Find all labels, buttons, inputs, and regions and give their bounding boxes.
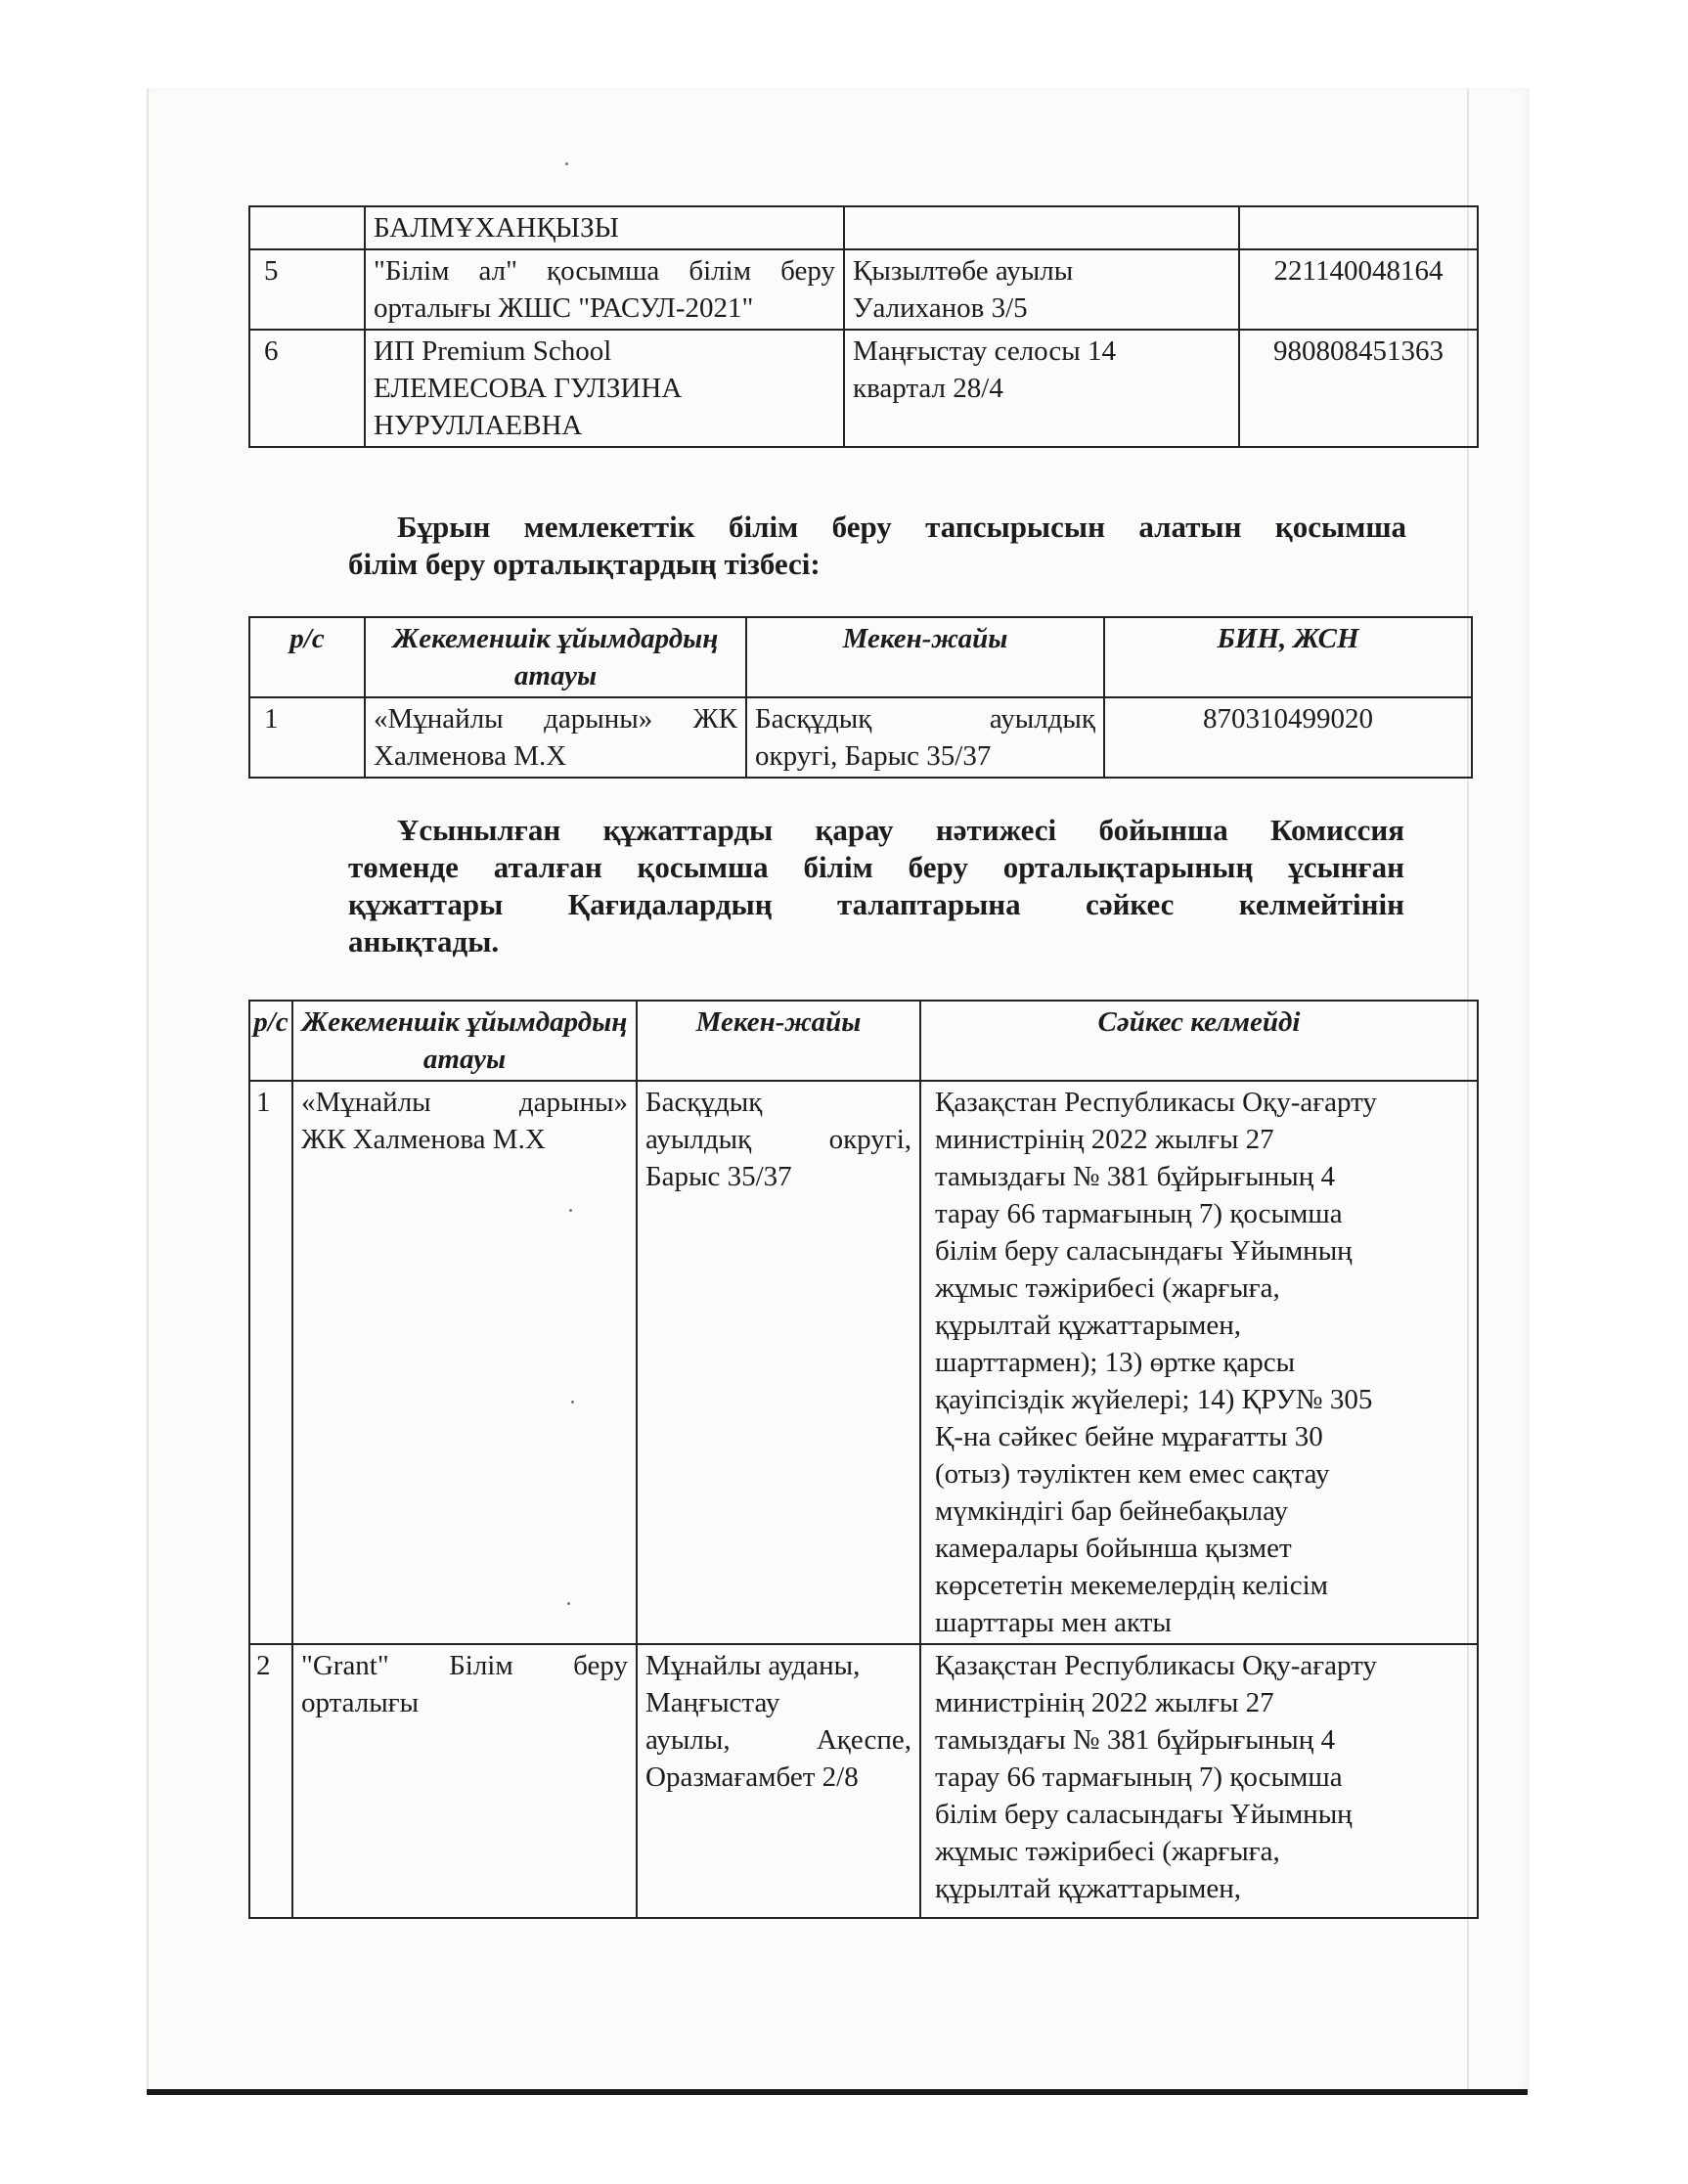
org-name [365, 249, 844, 330]
address-line: ауылдық округі, [645, 1124, 911, 1155]
table-row [249, 1644, 1478, 1918]
address-line: Мұнайлы ауданы, [645, 1650, 861, 1681]
table-header-row [249, 617, 1472, 697]
reason-line: көрсететін мекемелердің келісім [935, 1570, 1329, 1601]
column-header-address: Мекен-жайы [637, 1001, 920, 1081]
org-name-line: ЕЛЕМЕСОВА ГУЛЗИНА [374, 373, 683, 404]
row-number: 2 [249, 1644, 292, 1918]
section-heading-commission-result [348, 812, 1404, 960]
heading-line: төменде аталған қосымша білім беру орталықтарының ұсынған [348, 850, 1404, 884]
org-name [365, 206, 844, 249]
org-name-line: орталығы [301, 1687, 420, 1718]
org-address [637, 1081, 920, 1644]
reason-line: тамыздағы № 381 бұйрығының 4 [935, 1161, 1336, 1192]
org-name-line: ИП Premium School [374, 335, 612, 367]
row-number [249, 206, 365, 249]
reason-line: (отыз) тәуліктен кем емес сақтау [935, 1458, 1330, 1490]
org-name-line: «Мұнайлы дарыны» ЖК [374, 703, 737, 735]
table-row [249, 330, 1478, 447]
heading-line: білім беру орталықтардың тізбесі: [348, 547, 821, 581]
reason-line: Қ-на сәйкес бейне мұрағатты 30 [935, 1421, 1323, 1452]
reason-line: мүмкіндігі бар бейнебақылау [935, 1495, 1288, 1527]
org-name-line: НУРУЛЛАЕВНА [374, 410, 583, 441]
org-bin: 221140048164 [1239, 249, 1478, 330]
column-header-number: р/с [249, 617, 365, 697]
org-name [365, 697, 746, 778]
table-continued-list [248, 205, 1479, 448]
org-name [292, 1644, 637, 1918]
address-line: округі, Барыс 35/37 [755, 740, 992, 772]
table-header-row [249, 1001, 1478, 1081]
reason-line: Қазақстан Республикасы Оқу-ағарту [935, 1087, 1377, 1118]
table-row [249, 1081, 1478, 1644]
org-address [844, 249, 1239, 330]
noncompliance-reason [920, 1081, 1478, 1644]
heading-line: құжаттары Қағидалардың талаптарына сәйкес келмейтінін [348, 887, 1404, 921]
address-line: Қызылтөбе ауылы [853, 255, 1074, 287]
reason-line: жұмыс тәжірибесі (жарғыға, [935, 1836, 1280, 1867]
org-name [292, 1081, 637, 1644]
address-line: квартал 28/4 [853, 373, 1003, 404]
org-name-line: "Білім ал" қосымша білім беру [374, 255, 835, 287]
column-header-name: Жекеменшік ұйымдардың атауы [365, 617, 746, 697]
heading-line: анықтады. [348, 924, 500, 958]
org-name-line: ЖК Халменова М.Х [301, 1124, 546, 1155]
row-number: 1 [249, 697, 365, 778]
address-line: Маңғыстау [645, 1687, 780, 1718]
reason-line: білім беру саласындағы Ұйымның [935, 1235, 1353, 1267]
column-header-number: р/с [249, 1001, 292, 1081]
reason-line: жұмыс тәжірибесі (жарғыға, [935, 1272, 1280, 1304]
reason-line: құрылтай құжаттарымен, [935, 1873, 1242, 1904]
reason-line: шарттары мен акты [935, 1607, 1172, 1638]
org-name-line: «Мұнайлы дарыны» [301, 1087, 628, 1118]
row-number: 6 [249, 330, 365, 447]
org-address [844, 330, 1239, 447]
reason-line: камералары бойынша қызмет [935, 1533, 1292, 1564]
scan-speck [565, 162, 568, 165]
reason-line: министрінің 2022 жылғы 27 [935, 1687, 1274, 1718]
table-previous-centers [248, 616, 1473, 779]
org-name-line: орталығы ЖШС "РАСУЛ-2021" [374, 292, 754, 324]
reason-line: білім беру саласындағы Ұйымның [935, 1799, 1353, 1830]
address-line: Барыс 35/37 [645, 1161, 792, 1192]
table-noncompliant-centers [248, 1000, 1479, 1919]
org-bin: 870310499020 [1104, 697, 1472, 778]
reason-line: қауіпсіздік жүйелері; 14) ҚРУ№ 305 [935, 1384, 1373, 1415]
reason-line: министрінің 2022 жылғы 27 [935, 1124, 1274, 1155]
address-line: Маңғыстау селосы 14 [853, 335, 1117, 367]
reason-line: Қазақстан Республикасы Оқу-ағарту [935, 1650, 1377, 1681]
row-number: 1 [249, 1081, 292, 1644]
sheet-bottom-edge [147, 2089, 1528, 2095]
noncompliance-reason [920, 1644, 1478, 1918]
org-bin: 980808451363 [1239, 330, 1478, 447]
reason-line: құрылтай құжаттарымен, [935, 1310, 1242, 1341]
org-name-line: БАЛМҰХАНҚЫЗЫ [374, 212, 619, 244]
reason-line: тарау 66 тармағының 7) қосымша [935, 1761, 1343, 1793]
org-address [746, 697, 1104, 778]
org-address [637, 1644, 920, 1918]
table-row [249, 249, 1478, 330]
address-line: Басқұдық [645, 1087, 763, 1118]
heading-line: Ұсынылған құжаттарды қарау нәтижесі бойынша Комиссия [397, 813, 1404, 847]
org-name [365, 330, 844, 447]
column-header-name: Жекеменшік ұйымдардың атауы [292, 1001, 637, 1081]
scan-speck [567, 1602, 570, 1605]
scan-speck [569, 1209, 572, 1212]
org-name-line: "Grant" Білім беру [301, 1650, 628, 1681]
table-continued-body [249, 206, 1478, 447]
address-line: ауылы, Ақеспе, [645, 1724, 911, 1756]
reason-line: тамыздағы № 381 бұйрығының 4 [935, 1724, 1336, 1756]
address-line: Оразмағамбет 2/8 [645, 1761, 859, 1793]
org-bin [1239, 206, 1478, 249]
row-number: 5 [249, 249, 365, 330]
column-header-bin: БИН, ЖСН [1104, 617, 1472, 697]
column-header-address: Мекен-жайы [746, 617, 1104, 697]
reason-line: тарау 66 тармағының 7) қосымша [935, 1198, 1343, 1229]
column-header-reason: Сәйкес келмейді [920, 1001, 1478, 1081]
scan-speck [571, 1401, 574, 1404]
section-heading-previous-list [348, 509, 1406, 583]
table-row [249, 206, 1478, 249]
org-name-line: Халменова М.Х [374, 740, 567, 772]
org-address [844, 206, 1239, 249]
heading-line: Бұрын мемлекеттік білім беру тапсырысын алатын қосымша [397, 510, 1406, 544]
address-line: Басқұдық ауылдық [755, 703, 1095, 735]
address-line: Уалиханов 3/5 [853, 292, 1028, 324]
table-row [249, 697, 1472, 778]
reason-line: шарттармен); 13) өртке қарсы [935, 1347, 1296, 1378]
